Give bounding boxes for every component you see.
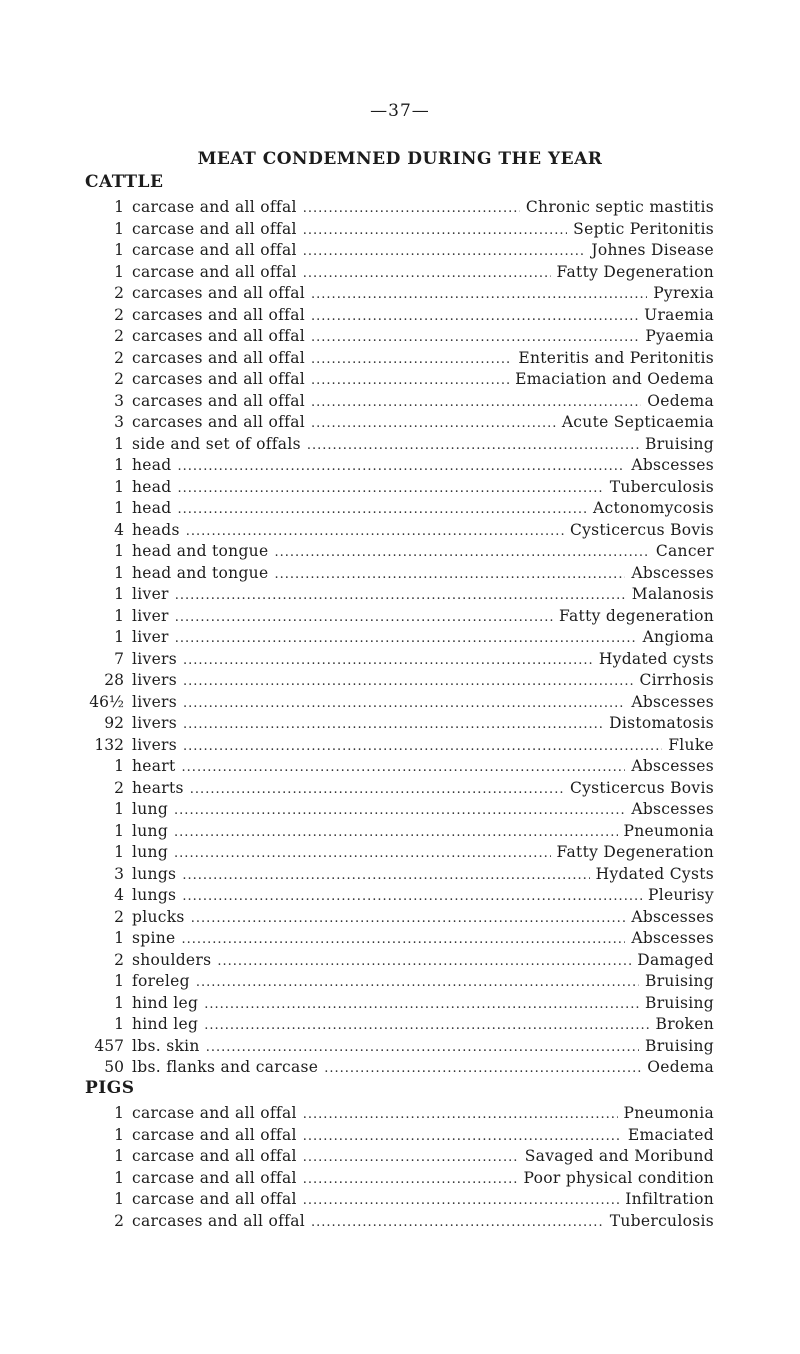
leader-dots (311, 373, 509, 388)
leader-dots (274, 567, 625, 582)
entry-quantity: 2 (114, 778, 124, 797)
entry-quantity: 1 (114, 1125, 124, 1144)
pigs-entry (84, 1104, 714, 1126)
entry-item: carcases and all offal (132, 305, 306, 324)
leader-dots (303, 244, 586, 259)
leader-dots (186, 524, 564, 539)
cattle-entry (84, 714, 714, 736)
leader-dots (183, 717, 603, 732)
cattle-entry (84, 1037, 714, 1059)
entry-quantity: 3 (114, 391, 124, 410)
entry-item: carcase and all offal (132, 1190, 297, 1208)
entry-item: carcase and all offal (132, 198, 297, 216)
entry-quantity: 1 (114, 606, 124, 625)
entry-item: lungs (132, 864, 177, 883)
entry-reason: Bruising (645, 972, 714, 990)
entry-quantity: 1 (114, 993, 124, 1012)
cattle-entry (84, 693, 714, 715)
cattle-entry (84, 327, 714, 349)
cattle-entry (84, 499, 714, 521)
entry-reason: Bruising (645, 434, 714, 453)
entry-quantity: 2 (114, 348, 124, 367)
entry-quantity: 1 (114, 585, 124, 603)
entry-reason: Damaged (637, 950, 714, 969)
entry-reason: Cysticercus Bovis (569, 778, 714, 797)
entry-item: carcase and all offal (132, 1147, 297, 1165)
leader-dots (311, 287, 647, 302)
entry-quantity: 1 (114, 1147, 124, 1165)
entry-item: carcase and all offal (132, 219, 297, 238)
entry-item: carcases and all offal (132, 370, 306, 388)
entry-reason: Pyrexia (653, 284, 714, 302)
entry-item: heart (132, 757, 176, 775)
cattle-entry (84, 220, 714, 242)
cattle-entry (84, 628, 714, 650)
entry-item: carcases and all offal (132, 327, 306, 345)
entry-quantity: 2 (114, 1211, 124, 1230)
entry-reason: Abscesses (631, 692, 714, 711)
page-title: MEAT CONDEMNED DURING THE YEAR (197, 149, 603, 169)
entry-quantity: 1 (114, 628, 124, 646)
entry-quantity: 1 (114, 563, 124, 582)
cattle-entry (84, 284, 714, 306)
entry-reason: Tuberculosis (609, 477, 714, 496)
entry-reason: Pleurisy (647, 886, 714, 904)
cattle-entry (84, 607, 714, 629)
entry-reason: Actonomycosis (593, 499, 714, 517)
entry-reason: Pneumonia (623, 821, 714, 840)
entry-reason: Angioma (642, 628, 714, 646)
entry-item: livers (132, 671, 178, 689)
pigs-entry (84, 1147, 714, 1169)
entry-quantity: 2 (114, 370, 124, 388)
entry-item: carcase and all offal (132, 1125, 297, 1144)
cattle-entry (84, 198, 714, 220)
leader-dots (303, 1107, 618, 1122)
entry-item: lbs. flanks and carcase (132, 1058, 319, 1076)
entry-item: head (132, 477, 172, 496)
entry-reason: Fatty Degeneration (556, 843, 714, 861)
entry-reason: Acute Septicaemia (561, 413, 714, 431)
leader-dots (183, 674, 633, 689)
leader-dots (303, 266, 551, 281)
pigs-list (84, 1104, 714, 1233)
entry-quantity: 1 (114, 929, 124, 947)
entry-reason: Poor physical condition (523, 1168, 714, 1187)
entry-reason: Cysticercus Bovis (569, 520, 714, 539)
cattle-entry (84, 435, 714, 457)
leader-dots (182, 932, 626, 947)
leader-dots (303, 1172, 518, 1187)
entry-item: livers (132, 692, 178, 711)
entry-quantity: 4 (114, 886, 124, 904)
entry-quantity: 2 (114, 950, 124, 969)
entry-item: lungs (132, 886, 177, 904)
cattle-entry (84, 908, 714, 930)
entry-reason: Abscesses (631, 456, 714, 474)
entry-reason: Hydated Cysts (595, 864, 714, 883)
entry-item: plucks (132, 907, 185, 926)
entry-item: carcases and all offal (132, 391, 306, 410)
entry-quantity: 132 (94, 735, 124, 754)
leader-dots (182, 868, 589, 883)
entry-item: spine (132, 929, 176, 947)
entry-item: carcases and all offal (132, 348, 306, 367)
entry-reason: Savaged and Moribund (524, 1147, 714, 1165)
entry-quantity: 1 (114, 1168, 124, 1187)
entry-reason: Septic Peritonitis (573, 219, 714, 238)
entry-quantity: 92 (104, 714, 124, 732)
entry-item: head and tongue (132, 542, 269, 560)
cattle-entry (84, 521, 714, 543)
cattle-entry (84, 951, 714, 973)
cattle-entry (84, 1058, 714, 1080)
entry-item: foreleg (132, 972, 190, 990)
leader-dots (311, 330, 639, 345)
entry-reason: Cancer (655, 542, 714, 560)
entry-reason: Bruising (645, 993, 714, 1012)
cattle-entry (84, 779, 714, 801)
leader-dots (303, 1193, 619, 1208)
entry-item: livers (132, 649, 178, 668)
entry-quantity: 1 (114, 843, 124, 861)
entry-reason: Johnes Disease (591, 241, 714, 259)
leader-dots (175, 588, 626, 603)
leader-dots (196, 975, 639, 990)
entry-item: lung (132, 800, 169, 818)
leader-dots (182, 760, 626, 775)
entry-reason: Abscesses (631, 907, 714, 926)
entry-reason: Emaciated (627, 1125, 714, 1144)
entry-reason: Uraemia (644, 305, 714, 324)
entry-quantity: 1 (114, 972, 124, 990)
cattle-entry (84, 843, 714, 865)
cattle-entry (84, 392, 714, 414)
leader-dots (183, 653, 593, 668)
leader-dots (191, 911, 626, 926)
entry-reason: Abscesses (631, 563, 714, 582)
cattle-entry (84, 886, 714, 908)
entry-reason: Broken (655, 1015, 714, 1033)
leader-dots (204, 997, 639, 1012)
entry-item: carcases and all offal (132, 284, 306, 302)
entry-reason: Chronic septic mastitis (525, 198, 714, 216)
leader-dots (274, 545, 649, 560)
entry-quantity: 2 (114, 327, 124, 345)
leader-dots (303, 1129, 622, 1144)
entry-reason: Emaciation and Oedema (515, 370, 714, 388)
leader-dots (178, 502, 587, 517)
entry-item: side and set of offals (132, 434, 301, 453)
entry-quantity: 1 (114, 456, 124, 474)
entry-quantity: 3 (114, 864, 124, 883)
leader-dots (303, 1150, 519, 1165)
entry-item: hind leg (132, 1015, 199, 1033)
entry-item: lbs. skin (132, 1036, 200, 1055)
leader-dots (311, 1215, 604, 1230)
entry-item: carcase and all offal (132, 241, 297, 259)
entry-item: carcase and all offal (132, 1104, 297, 1122)
leader-dots (174, 846, 550, 861)
entry-quantity: 2 (114, 305, 124, 324)
entry-quantity: 1 (114, 800, 124, 818)
cattle-entry (84, 542, 714, 564)
leader-dots (174, 803, 625, 818)
leader-dots (178, 481, 604, 496)
entry-reason: Infiltration (625, 1190, 714, 1208)
entry-reason: Abscesses (631, 757, 714, 775)
entry-item: carcase and all offal (132, 262, 297, 281)
pigs-entry (84, 1190, 714, 1212)
entry-quantity: 1 (114, 1015, 124, 1033)
entry-item: liver (132, 606, 169, 625)
cattle-entry (84, 671, 714, 693)
entry-item: head (132, 499, 172, 517)
leader-dots (311, 395, 641, 410)
entry-reason: Fatty Degeneration (556, 262, 714, 281)
entry-reason: Enteritis and Peritonitis (518, 348, 714, 367)
cattle-entry (84, 972, 714, 994)
entry-item: liver (132, 585, 169, 603)
entry-reason: Distomatosis (609, 714, 714, 732)
entry-item: lung (132, 821, 169, 840)
cattle-entry (84, 241, 714, 263)
entry-quantity: 1 (114, 219, 124, 238)
leader-dots (183, 739, 662, 754)
entry-item: head and tongue (132, 563, 269, 582)
cattle-entry (84, 413, 714, 435)
cattle-list (84, 198, 714, 1080)
entry-reason: Fluke (668, 735, 714, 754)
cattle-entry (84, 349, 714, 371)
leader-dots (324, 1061, 641, 1076)
pigs-entry (84, 1212, 714, 1234)
entry-quantity: 1 (114, 434, 124, 453)
leader-dots (183, 696, 625, 711)
page-number: —37— (370, 101, 430, 121)
entry-quantity: 1 (114, 477, 124, 496)
leader-dots (311, 309, 638, 324)
entry-quantity: 4 (114, 520, 124, 539)
entry-reason: Pneumonia (623, 1104, 714, 1122)
entry-item: heads (132, 520, 180, 539)
leader-dots (175, 631, 637, 646)
entry-quantity: 3 (114, 413, 124, 431)
entry-quantity: 1 (114, 542, 124, 560)
leader-dots (311, 416, 556, 431)
entry-reason: Malanosis (631, 585, 714, 603)
entry-quantity: 2 (114, 907, 124, 926)
cattle-entry (84, 800, 714, 822)
entry-reason: Abscesses (631, 929, 714, 947)
cattle-entry (84, 370, 714, 392)
entry-reason: Tuberculosis (609, 1211, 714, 1230)
entry-item: hearts (132, 778, 184, 797)
leader-dots (311, 352, 512, 367)
pigs-entry (84, 1169, 714, 1191)
entry-item: hind leg (132, 993, 199, 1012)
entry-item: livers (132, 735, 178, 754)
cattle-heading: CATTLE (85, 172, 164, 192)
cattle-entry (84, 757, 714, 779)
entry-item: liver (132, 628, 169, 646)
entry-reason: Cirrhosis (639, 671, 714, 689)
cattle-entry (84, 1015, 714, 1037)
leader-dots (182, 889, 642, 904)
cattle-entry (84, 994, 714, 1016)
entry-quantity: 1 (114, 499, 124, 517)
leader-dots (303, 201, 520, 216)
pigs-entry (84, 1126, 714, 1148)
leader-dots (303, 223, 567, 238)
entry-quantity: 457 (94, 1036, 124, 1055)
entry-reason: Oedema (647, 1058, 714, 1076)
leader-dots (307, 438, 639, 453)
entry-item: carcases and all offal (132, 1211, 306, 1230)
leader-dots (174, 825, 617, 840)
cattle-entry (84, 456, 714, 478)
cattle-entry (84, 263, 714, 285)
cattle-entry (84, 585, 714, 607)
entry-item: carcase and all offal (132, 1168, 297, 1187)
cattle-entry (84, 929, 714, 951)
pigs-heading: PIGS (85, 1078, 135, 1098)
entry-item: carcases and all offal (132, 413, 306, 431)
leader-dots (217, 954, 631, 969)
leader-dots (206, 1040, 639, 1055)
entry-quantity: 28 (104, 671, 124, 689)
leader-dots (190, 782, 564, 797)
entry-quantity: 1 (114, 198, 124, 216)
entry-reason: Bruising (645, 1036, 714, 1055)
entry-quantity: 1 (114, 1104, 124, 1122)
entry-item: shoulders (132, 950, 212, 969)
cattle-entry (84, 564, 714, 586)
cattle-entry (84, 650, 714, 672)
cattle-entry (84, 736, 714, 758)
entry-quantity: 50 (104, 1058, 124, 1076)
entry-reason: Pyaemia (645, 327, 714, 345)
leader-dots (175, 610, 553, 625)
entry-quantity: 1 (114, 757, 124, 775)
entry-quantity: 46½ (89, 692, 124, 711)
entry-quantity: 1 (114, 821, 124, 840)
entry-quantity: 7 (114, 649, 124, 668)
entry-reason: Oedema (647, 391, 714, 410)
cattle-entry (84, 865, 714, 887)
entry-quantity: 2 (114, 284, 124, 302)
cattle-entry (84, 306, 714, 328)
leader-dots (204, 1018, 649, 1033)
entry-item: head (132, 456, 172, 474)
entry-item: lung (132, 843, 169, 861)
entry-quantity: 1 (114, 262, 124, 281)
entry-reason: Abscesses (631, 800, 714, 818)
leader-dots (178, 459, 626, 474)
cattle-entry (84, 478, 714, 500)
entry-quantity: 1 (114, 241, 124, 259)
entry-quantity: 1 (114, 1190, 124, 1208)
entry-reason: Hydated cysts (598, 649, 714, 668)
entry-reason: Fatty degeneration (559, 606, 714, 625)
cattle-entry (84, 822, 714, 844)
entry-item: livers (132, 714, 178, 732)
